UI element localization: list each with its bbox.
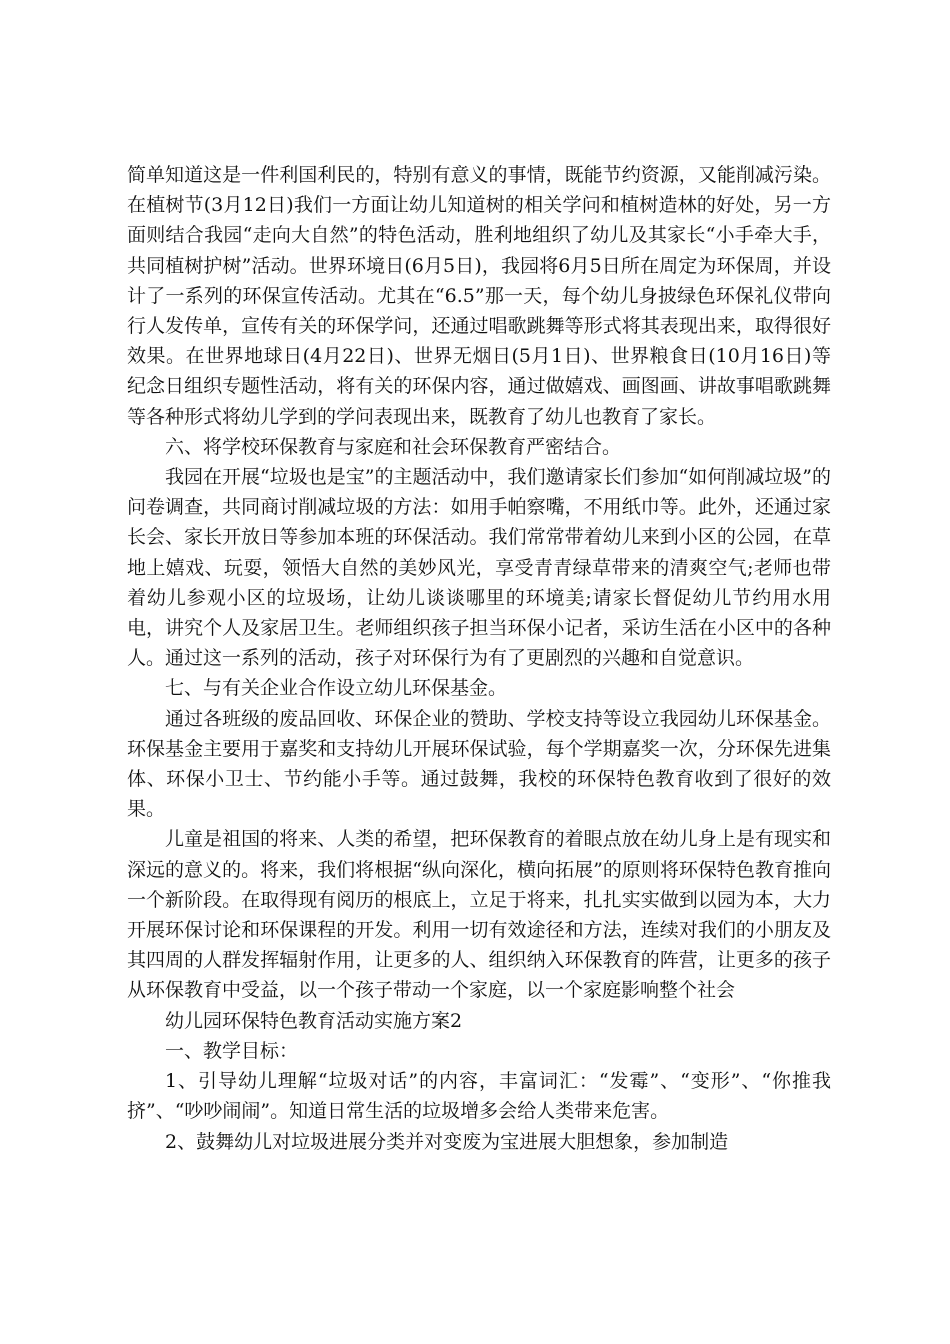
section-heading-six: 六、将学校环保教育与家庭和社会环保教育严密结合。 <box>165 435 622 458</box>
goal-item-2: 2、鼓舞幼儿对垃圾进展分类并对变废为宝进展大胆想象，参加制造 <box>165 1130 729 1153</box>
paragraph-activities-continued: 简单知道这是一件利国利民的，特别有意义的事情，既能节约资源，又能削减污染。在植树节(3月12日)我们一方面让幼儿知道树的相关学问和植树造林的好处，另一方面则结合我园“走向大自然”的特色活动，胜利地组织了幼儿及其家长“小手牵大手，共同植树护树”活动。世界环境日(6月5日)，我园将6月5日所在周定为环保周，并设计了一系列的环保宣传活动。尤其在“6.5”那一天，每个幼儿身披绿色环保礼仪带向行人发传单，宣传有关的环保学问，还通过唱歌跳舞等形式将其表现出来，取得很好效果。在世界地球日(4月22日)、世界无烟日(5月1日)、世界粮食日(10月16日)等纪念日组织专题性活动，将有关的环保内容，通过做嬉戏、画图画、讲故事唱歌跳舞等各种形式将幼儿学到的学问表现出来，既教育了幼儿也教育了家长。 <box>127 164 831 428</box>
goal-item-1: 1、引导幼儿理解“垃圾对话”的内容，丰富词汇：“发霉”、“变形”、“你推我挤”、“吵吵闹闹”。知道日常生活的垃圾增多会给人类带来危害。 <box>127 1070 831 1123</box>
section-heading-teaching-goals: 一、教学目标： <box>165 1039 299 1062</box>
section-heading-seven: 七、与有关企业合作设立幼儿环保基金。 <box>165 677 508 700</box>
paragraph-family-cooperation: 我园在开展“垃圾也是宝”的主题活动中，我们邀请家长们参加“如何削减垃圾”的问卷调查，共同商讨削减垃圾的方法：如用手帕察嘴，不用纸巾等。此外，还通过家长会、家长开放日等参加本班的环保活动。我们常常带着幼儿来到小区的公园，在草地上嬉戏、玩耍，领悟大自然的美妙风光，享受青青绿草带来的清爽空气;老师也带着幼儿参观小区的垃圾场，让幼儿谈谈哪里的环境美;请家长督促幼儿节约用水用电，讲究个人及家居卫生。老师组织孩子担当环保小记者，采访生活在小区中的各种人。通过这一系列的活动，孩子对环保行为有了更剧烈的兴趣和自觉意识。 <box>127 466 831 670</box>
document-title-plan-2: 幼儿园环保特色教育活动实施方案2 <box>165 1009 463 1032</box>
document-body <box>127 160 831 1157</box>
paragraph-environment-fund: 通过各班级的废品回收、环保企业的赞助、学校支持等设立我园幼儿环保基金。环保基金主要用于嘉奖和支持幼儿开展环保试验，每个学期嘉奖一次，分环保先进集体、环保小卫士、节约能小手等。通过鼓舞，我校的环保特色教育收到了很好的效果。 <box>127 707 831 821</box>
paragraph-conclusion: 儿童是祖国的将来、人类的希望，把环保教育的着眼点放在幼儿身上是有现实和深远的意义的。将来，我们将根据“纵向深化，横向拓展”的原则将环保特色教育推向一个新阶段。在取得现有阅历的根底上，立足于将来，扎扎实实做到以园为本，大力开展环保讨论和环保课程的开发。利用一切有效途径和方法，连续对我们的小朋友及其四周的人群发挥辐射作用，让更多的人、组织纳入环保教育的阵营，让更多的孩子从环保教育中受益，以一个孩子带动一个家庭，以一个家庭影响整个社会 <box>127 828 831 1002</box>
